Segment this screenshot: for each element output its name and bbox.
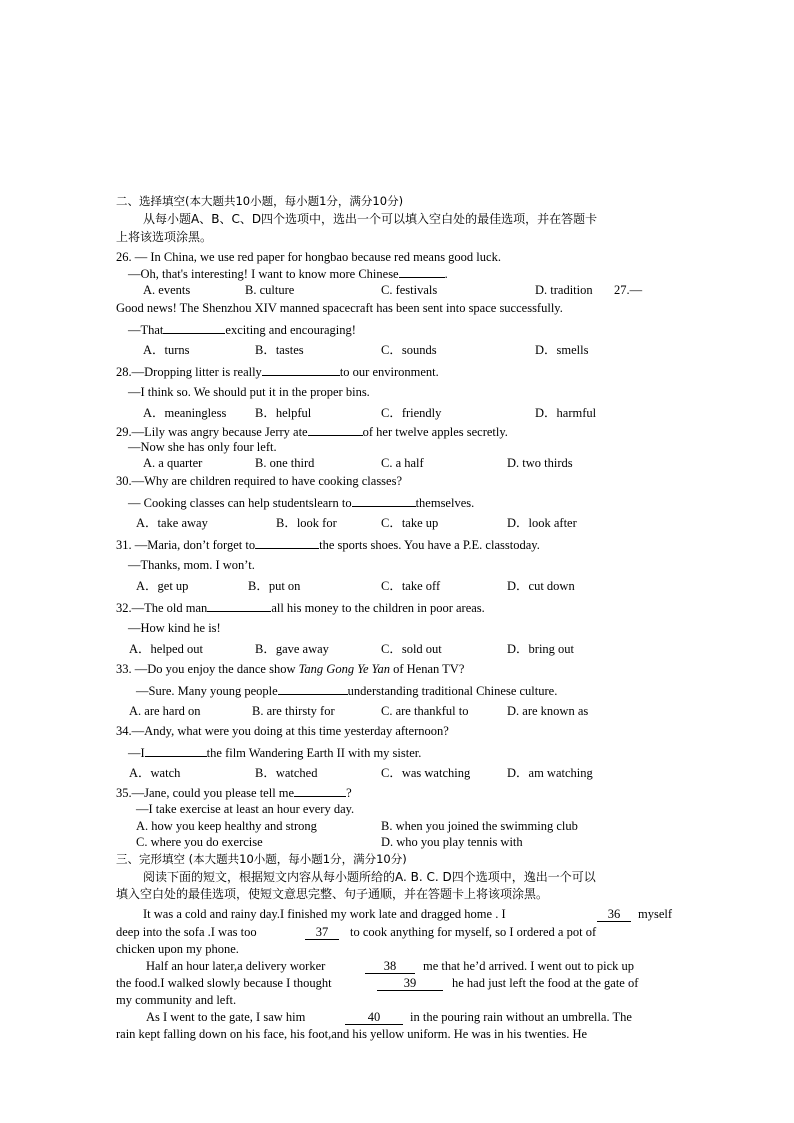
q26-option-d: D. tradition [535, 283, 593, 297]
q34-reply: —I the film Wandering Earth II with my sister. [128, 746, 422, 760]
q27-blank [163, 321, 225, 334]
q30-option-b: B．look for [276, 516, 337, 530]
q28-question: 28.—Dropping litter is really to our environment. [116, 365, 439, 379]
q35-option-d: D. who you play tennis with [381, 835, 523, 849]
section2-instruction-line2: 上将该选项涂黑。 [116, 230, 213, 244]
q26-reply: —Oh, that's interesting! I want to know more Chinese . [128, 267, 448, 281]
q26-option-c: C. festivals [381, 283, 438, 297]
q31-blank [255, 536, 319, 549]
q30-question: 30.—Why are children required to have cooking classes? [116, 474, 403, 488]
q31-reply: —Thanks, mom. I won’t. [128, 558, 255, 572]
q31-option-c: C．take off [381, 579, 441, 593]
q33-option-a: A. are hard on [129, 704, 201, 718]
section3-instruction-line2: 填入空白处的最佳选项，使短文意思完整、句子通顺，并在答题卡上将该项涂黑。 [116, 887, 549, 901]
section2-instruction-line1: 从每小题A、B、C、D四个选项中，选出一个可以填入空白处的最佳选项，并在答题卡 [143, 212, 598, 226]
q34-question: 34.—Andy, what were you doing at this time yesterday afternoon? [116, 724, 449, 738]
q34-blank [145, 744, 207, 757]
section2-header: 二、选择填空(本大题共10小题，每小题1分，满分10分) [116, 194, 404, 208]
q31-option-b: B．put on [248, 579, 301, 593]
passage-p1-line1a: It was a cold and rainy day.I finished my work late and dragged home . I [143, 907, 506, 921]
q26-blank [399, 265, 445, 278]
q33-option-b: B. are thirsty for [252, 704, 335, 718]
q35-option-b: B. when you joined the swimming club [381, 819, 578, 833]
q31-option-a: A．get up [136, 579, 189, 593]
q27-reply: —That exciting and encouraging! [128, 323, 356, 337]
section3-header: 三、完形填空 (本大题共10小题，每小题1分，满分10分) [116, 852, 407, 866]
q29-reply: —Now she has only four left. [128, 440, 277, 454]
q28-blank [262, 363, 340, 376]
q27-number: 27.— [614, 283, 643, 297]
q31-question: 31. —Maria, don’t forget to the sports shoes. You have a P.E. classtoday. [116, 538, 540, 552]
passage-p2-line3: my community and left. [116, 993, 237, 1007]
q32-option-b: B．gave away [255, 642, 329, 656]
q29-option-b: B. one third [255, 456, 315, 470]
q29-blank [308, 423, 363, 436]
passage-blank-39: 39 [377, 975, 443, 991]
q35-option-c: C. where you do exercise [136, 835, 263, 849]
q29-option-d: D. two thirds [507, 456, 573, 470]
q33-option-d: D. are known as [507, 704, 589, 718]
passage-p3-line2: rain kept falling down on his face, his foot,and his yellow uniform. He was in his twenties. He [116, 1027, 588, 1041]
q30-option-a: A．take away [136, 516, 208, 530]
q34-option-a: A．watch [129, 766, 181, 780]
passage-blank-36: 36 [597, 906, 631, 922]
q28-option-c: C．friendly [381, 406, 442, 420]
q33-blank [278, 682, 348, 695]
q27-question: Good news! The Shenzhou XIV manned spacecraft has been sent into space successfully. [116, 301, 563, 315]
q35-option-a: A. how you keep healthy and strong [136, 819, 317, 833]
q26-option-a: A. events [143, 283, 191, 297]
q28-option-d: D．harmful [535, 406, 597, 420]
passage-p1-line1b: myself [638, 907, 673, 921]
q29-question: 29.—Lily was angry because Jerry ate of her twelve apples secretly. [116, 425, 508, 439]
q28-reply: —I think so. We should put it in the proper bins. [128, 385, 370, 399]
q34-option-d: D．am watching [507, 766, 593, 780]
q33-option-c: C. are thankful to [381, 704, 469, 718]
q30-option-d: D．look after [507, 516, 577, 530]
q33-show-title: Tang Gong Ye Yan [298, 662, 390, 676]
passage-p1-line2b: to cook anything for myself, so I ordered a pot of [350, 925, 597, 939]
q26-option-b: B. culture [245, 283, 295, 297]
q32-option-a: A．helped out [129, 642, 203, 656]
q29-option-c: C. a half [381, 456, 424, 470]
q34-option-c: C．was watching [381, 766, 471, 780]
passage-p3-line1a: As I went to the gate, I saw him [146, 1010, 306, 1024]
q30-option-c: C．take up [381, 516, 439, 530]
passage-p1-line2a: deep into the sofa .I was too [116, 925, 257, 939]
q28-option-a: A．meaningless [143, 406, 227, 420]
q35-reply: —I take exercise at least an hour every day. [136, 802, 355, 816]
q35-question: 35.—Jane, could you please tell me ? [116, 786, 352, 800]
passage-blank-38: 38 [365, 958, 415, 974]
passage-p2-line1a: Half an hour later,a delivery worker [146, 959, 326, 973]
q27-option-d: D．smells [535, 343, 589, 357]
passage-p1-line3: chicken upon my phone. [116, 942, 239, 956]
passage-p2-line1b: me that he’d arrived. I went out to pick up [423, 959, 635, 973]
q32-question: 32.—The old man all his money to the children in poor areas. [116, 601, 485, 615]
q34-option-b: B．watched [255, 766, 318, 780]
q27-option-a: A．turns [143, 343, 190, 357]
q32-blank [207, 599, 271, 612]
q32-option-d: D．bring out [507, 642, 575, 656]
q30-blank [352, 494, 416, 507]
q31-option-d: D．cut down [507, 579, 575, 593]
q32-reply: —How kind he is! [128, 621, 221, 635]
passage-blank-40: 40 [345, 1009, 403, 1025]
q29-option-a: A. a quarter [143, 456, 203, 470]
q28-option-b: B．helpful [255, 406, 312, 420]
q33-question: 33. —Do you enjoy the dance show Tang Gong Ye Yan of Henan TV? [116, 662, 465, 676]
passage-p3-line1b: in the pouring rain without an umbrella. The [410, 1010, 632, 1024]
passage-blank-37: 37 [305, 924, 339, 940]
passage-p2-line2b: he had just left the food at the gate of [452, 976, 639, 990]
passage-p2-line2a: the food.I walked slowly because I thought [116, 976, 332, 990]
q33-reply: —Sure. Many young people understanding traditional Chinese culture. [136, 684, 558, 698]
q35-blank [294, 784, 346, 797]
q32-option-c: C．sold out [381, 642, 442, 656]
q26-question: 26. — In China, we use red paper for hongbao because red means good luck. [116, 250, 501, 264]
q27-option-c: C．sounds [381, 343, 437, 357]
section3-instruction-line1: 阅读下面的短文，根据短文内容从每小题所给的A. B. C. D四个选项中，逸出一个可以 [143, 870, 596, 884]
q27-option-b: B．tastes [255, 343, 304, 357]
q30-reply: — Cooking classes can help studentslearn to themselves. [128, 496, 475, 510]
